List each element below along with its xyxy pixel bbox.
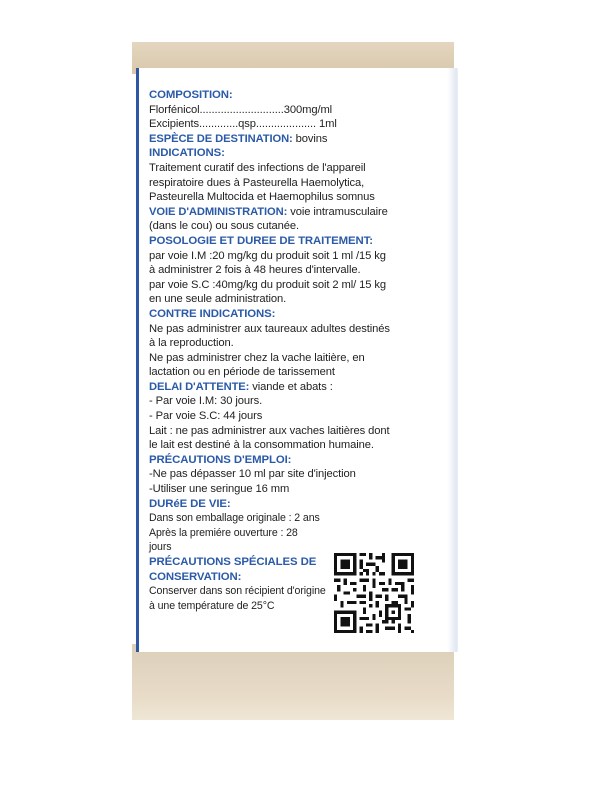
indications-line: Traitement curatif des infections de l'appareil bbox=[149, 161, 366, 174]
posologie-heading: POSOLOGIE ET DUREE DE TRAITEMENT: bbox=[149, 234, 373, 247]
voie-value: voie intramusculaire bbox=[287, 205, 388, 218]
delai-line: - Par voie S.C: 44 jours bbox=[149, 410, 263, 423]
voie-line: (dans le cou) ou sous cutanée. bbox=[149, 220, 299, 233]
conservation-line: Conserver dans son récipient d'origine bbox=[149, 585, 326, 598]
precautions-line: -Utiliser une seringue 16 mm bbox=[149, 483, 290, 496]
espece-value: bovins bbox=[292, 132, 328, 145]
posologie-line: à administrer 2 fois à 48 heures d'intervalle. bbox=[149, 264, 361, 277]
contre-indications-heading: CONTRE INDICATIONS: bbox=[149, 307, 276, 320]
indications-heading: INDICATIONS: bbox=[149, 147, 225, 160]
duree-line: Dans son emballage originale : 2 ans bbox=[149, 512, 320, 525]
qr-code-icon bbox=[334, 553, 414, 633]
contre-line: Ne pas administrer aux taureaux adultes destinés bbox=[149, 322, 390, 335]
delai-line: Lait : ne pas administrer aux vaches laitières dont bbox=[149, 424, 390, 437]
indications-line: respiratoire dues à Pasteurella Haemolytica, bbox=[149, 176, 365, 189]
conservation-line: à une température de 25°C bbox=[149, 599, 275, 612]
indications-line: Pasteurella Multocida et Haemophilus somnus bbox=[149, 191, 375, 204]
contre-line: à la reproduction. bbox=[149, 337, 234, 350]
carton-bottom-flap bbox=[132, 644, 454, 720]
composition-heading: COMPOSITION: bbox=[149, 89, 233, 101]
duree-line: Après la premiére ouverture : 28 bbox=[149, 526, 298, 539]
delai-line: - Par voie I.M: 30 jours. bbox=[149, 395, 263, 408]
duree-line: jours bbox=[149, 541, 172, 554]
precautions-heading: PRÉCAUTIONS D'EMPLOI: bbox=[149, 453, 292, 466]
composition-line-florfenicol: Florfénicol............................300mg/ml bbox=[149, 103, 333, 116]
conservation-heading: PRÉCAUTIONS SPÉCIALES DE bbox=[149, 556, 317, 568]
label-text bbox=[149, 88, 449, 613]
contre-line: Ne pas administrer chez la vache laitière, en bbox=[149, 351, 365, 364]
posologie-line: par voie I.M :20 mg/kg du produit soit 1 ml /15 kg bbox=[149, 249, 386, 262]
delai-line: le lait est destiné à la consommation humaine. bbox=[149, 439, 374, 452]
delai-label: DELAI D'ATTENTE: bbox=[149, 380, 250, 393]
delai-attente bbox=[149, 380, 449, 395]
voie-administration bbox=[149, 205, 449, 220]
espece-label: ESPÈCE DE DESTINATION: bbox=[149, 132, 293, 145]
composition-line-excipients: Excipients.............qsp.................... 1ml bbox=[149, 118, 337, 131]
posologie-line: en une seule administration. bbox=[149, 293, 287, 306]
delai-value: viande et abats : bbox=[249, 380, 333, 393]
voie-label: VOIE D'ADMINISTRATION: bbox=[149, 205, 288, 218]
contre-line: lactation ou en période de tarissement bbox=[149, 366, 335, 379]
posologie-line: par voie S.C :40mg/kg du produit soit 2 ml/ 15 kg bbox=[149, 278, 386, 291]
duree-de-vie-heading: DURéE DE VIE: bbox=[149, 497, 231, 510]
espece-destination bbox=[149, 132, 449, 147]
conservation-heading-cont: CONSERVATION: bbox=[149, 570, 242, 583]
precautions-line: -Ne pas dépasser 10 ml par site d'injection bbox=[149, 468, 356, 481]
